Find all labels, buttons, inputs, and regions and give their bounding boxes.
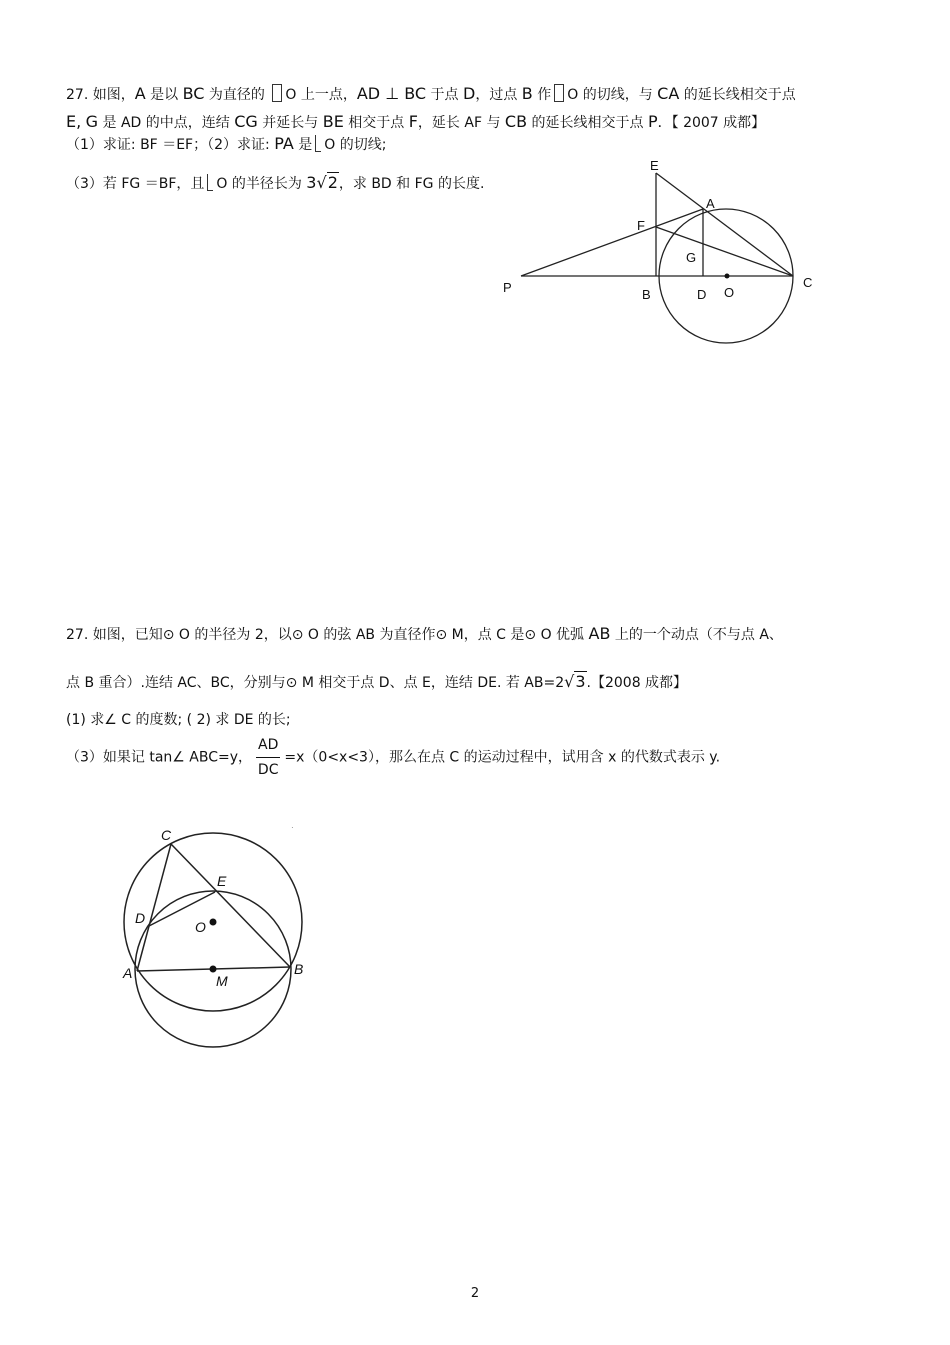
p2-line1: [66, 624, 783, 645]
label-a: A: [706, 196, 715, 211]
p1-l2-BE: BE: [322, 112, 344, 131]
p1-l3-PA: PA: [274, 134, 294, 153]
p1-l2-text: 的中点，连结: [141, 115, 235, 131]
segment-ec: [656, 173, 793, 276]
radius-radicand: 2: [327, 173, 338, 192]
label-e2: E: [217, 873, 227, 889]
center-dot-o: [725, 274, 730, 279]
p1-l1-A: A: [134, 84, 146, 103]
p1-l1-text: 是以: [145, 87, 183, 103]
corner-mark: ·: [291, 823, 294, 832]
label-o2: O: [195, 919, 206, 935]
p1-l3-text: O 的切线;: [324, 137, 387, 153]
label-m2: M: [216, 973, 228, 989]
p1-l4-text: O 的半径长为: [216, 176, 307, 192]
p1-l3-text: ；（2）求证:: [193, 137, 275, 153]
radius-value: 3√2: [306, 173, 338, 192]
p1-l2-AF: AF: [464, 115, 483, 131]
p1-l2-text: 是: [98, 115, 121, 131]
p1-l2-text: 并延长与: [257, 115, 323, 131]
label-c: C: [803, 275, 813, 290]
p1-l1-BC: BC: [182, 84, 205, 103]
p1-l2-P: P: [647, 112, 658, 131]
segment-pa: [521, 209, 703, 276]
p1-l1-text: 为直径的: [204, 87, 270, 103]
p2-line4: [66, 735, 720, 780]
p2-l1-text: 27. 如图，已知⊙ O 的半径为 2，以⊙ O 的弦 AB 为直径作⊙ M，点 C 是⊙ O 优弧: [66, 627, 589, 643]
p1-l1-text: ，过点: [475, 87, 522, 103]
fraction-numerator: AD: [256, 735, 280, 758]
label-o: O: [724, 285, 735, 300]
p1-l4-text: 的长度.: [433, 176, 485, 192]
p1-l2-G: G: [85, 112, 99, 131]
p1-l2-text: 的延长线相交于点: [527, 115, 648, 131]
p1-l1-text: O 的切线，与: [567, 87, 658, 103]
p1-l2-text: 与: [482, 115, 505, 131]
label-d: D: [697, 287, 707, 302]
p2-l4-text: （3）如果记 tan∠ ABC=y，: [66, 749, 253, 766]
p1-l4-text: ，且: [176, 176, 205, 192]
p1-l3-text: 是: [293, 137, 313, 153]
p2-l2-text: 点 B 重合）.连结 AC、BC，分别与⊙ M 相交于点 D、点 E，连结 DE. 若 AB=2: [66, 675, 565, 691]
label-a2: A: [123, 965, 133, 981]
p2-l4-text: =x（0<x<3），那么在点 C 的运动过程中，试用含 x 的代数式表示 y.: [284, 749, 721, 766]
p1-l1-B: B: [521, 84, 533, 103]
p1-l2-F: F: [408, 112, 418, 131]
p1-l1-perp: AD ⊥ BC: [356, 84, 427, 103]
p1-l4-FG-BF: FG ＝BF: [121, 176, 177, 192]
p1-l1-text: 于点: [426, 87, 463, 103]
center-dot-o2: [210, 919, 217, 926]
p1-l2-text: 相交于点: [343, 115, 409, 131]
p1-l2-CG: CG: [234, 112, 258, 131]
label-d2: D: [135, 910, 146, 926]
p1-l1-text: 的延长线相交于点: [679, 87, 796, 103]
label-f: F: [637, 218, 645, 233]
p1-l3-BF: BF: [140, 137, 158, 153]
p1-l1-text: 作: [532, 87, 552, 103]
label-p: P: [503, 280, 512, 295]
p1-l1-text: O 上一点，: [285, 87, 357, 103]
fraction-denominator: DC: [257, 762, 279, 778]
p1-l1-D: D: [463, 84, 476, 103]
label-b: B: [642, 287, 651, 302]
p2-l2-source: .【2008 成都】: [586, 675, 688, 691]
label-c2: C: [161, 827, 172, 843]
p1-l2-source: ．【 2007 成都】: [657, 115, 766, 131]
p2-l1-text: 上的一个动点（不与点 A、: [610, 627, 783, 643]
ab-root: √3: [564, 672, 586, 691]
p1-l1-text: 27. 如图，: [66, 87, 135, 103]
figure-2: [0, 800, 400, 1080]
center-dot-m: [210, 966, 217, 973]
p1-l4-text: 和: [391, 176, 415, 192]
label-g: G: [686, 250, 697, 265]
p2-line3: (1) 求∠ C 的度数; ( 2) 求 DE 的长;: [66, 712, 291, 728]
p1-l4-text: ，求: [338, 176, 372, 192]
p1-l4-FG: FG: [414, 176, 434, 192]
p1-l2-text: ，延长: [417, 115, 465, 131]
p1-l4-text: （3）若: [66, 176, 122, 192]
page-number: 2: [470, 1286, 480, 1301]
label-e: E: [650, 158, 659, 173]
p1-l3-EF: ＝EF: [157, 137, 194, 153]
p1-l4-BD: BD: [371, 176, 392, 192]
p1-l3-text: （1）求证:: [66, 137, 141, 153]
label-b2: B: [294, 961, 304, 977]
p2-l1-arc-ab: AB: [588, 624, 611, 643]
p1-l1-CA: CA: [657, 84, 680, 103]
segment-fc: [656, 227, 793, 276]
p1-l2-E: E,: [66, 112, 82, 131]
radius-coef: 3: [306, 173, 317, 192]
p1-l2-AD: AD: [120, 115, 142, 131]
p2-line2: [66, 672, 687, 693]
figure-1: [0, 0, 950, 400]
ratio-fraction: [256, 735, 280, 780]
ab-radicand: 3: [575, 672, 586, 691]
p1-l2-CB: CB: [504, 112, 528, 131]
